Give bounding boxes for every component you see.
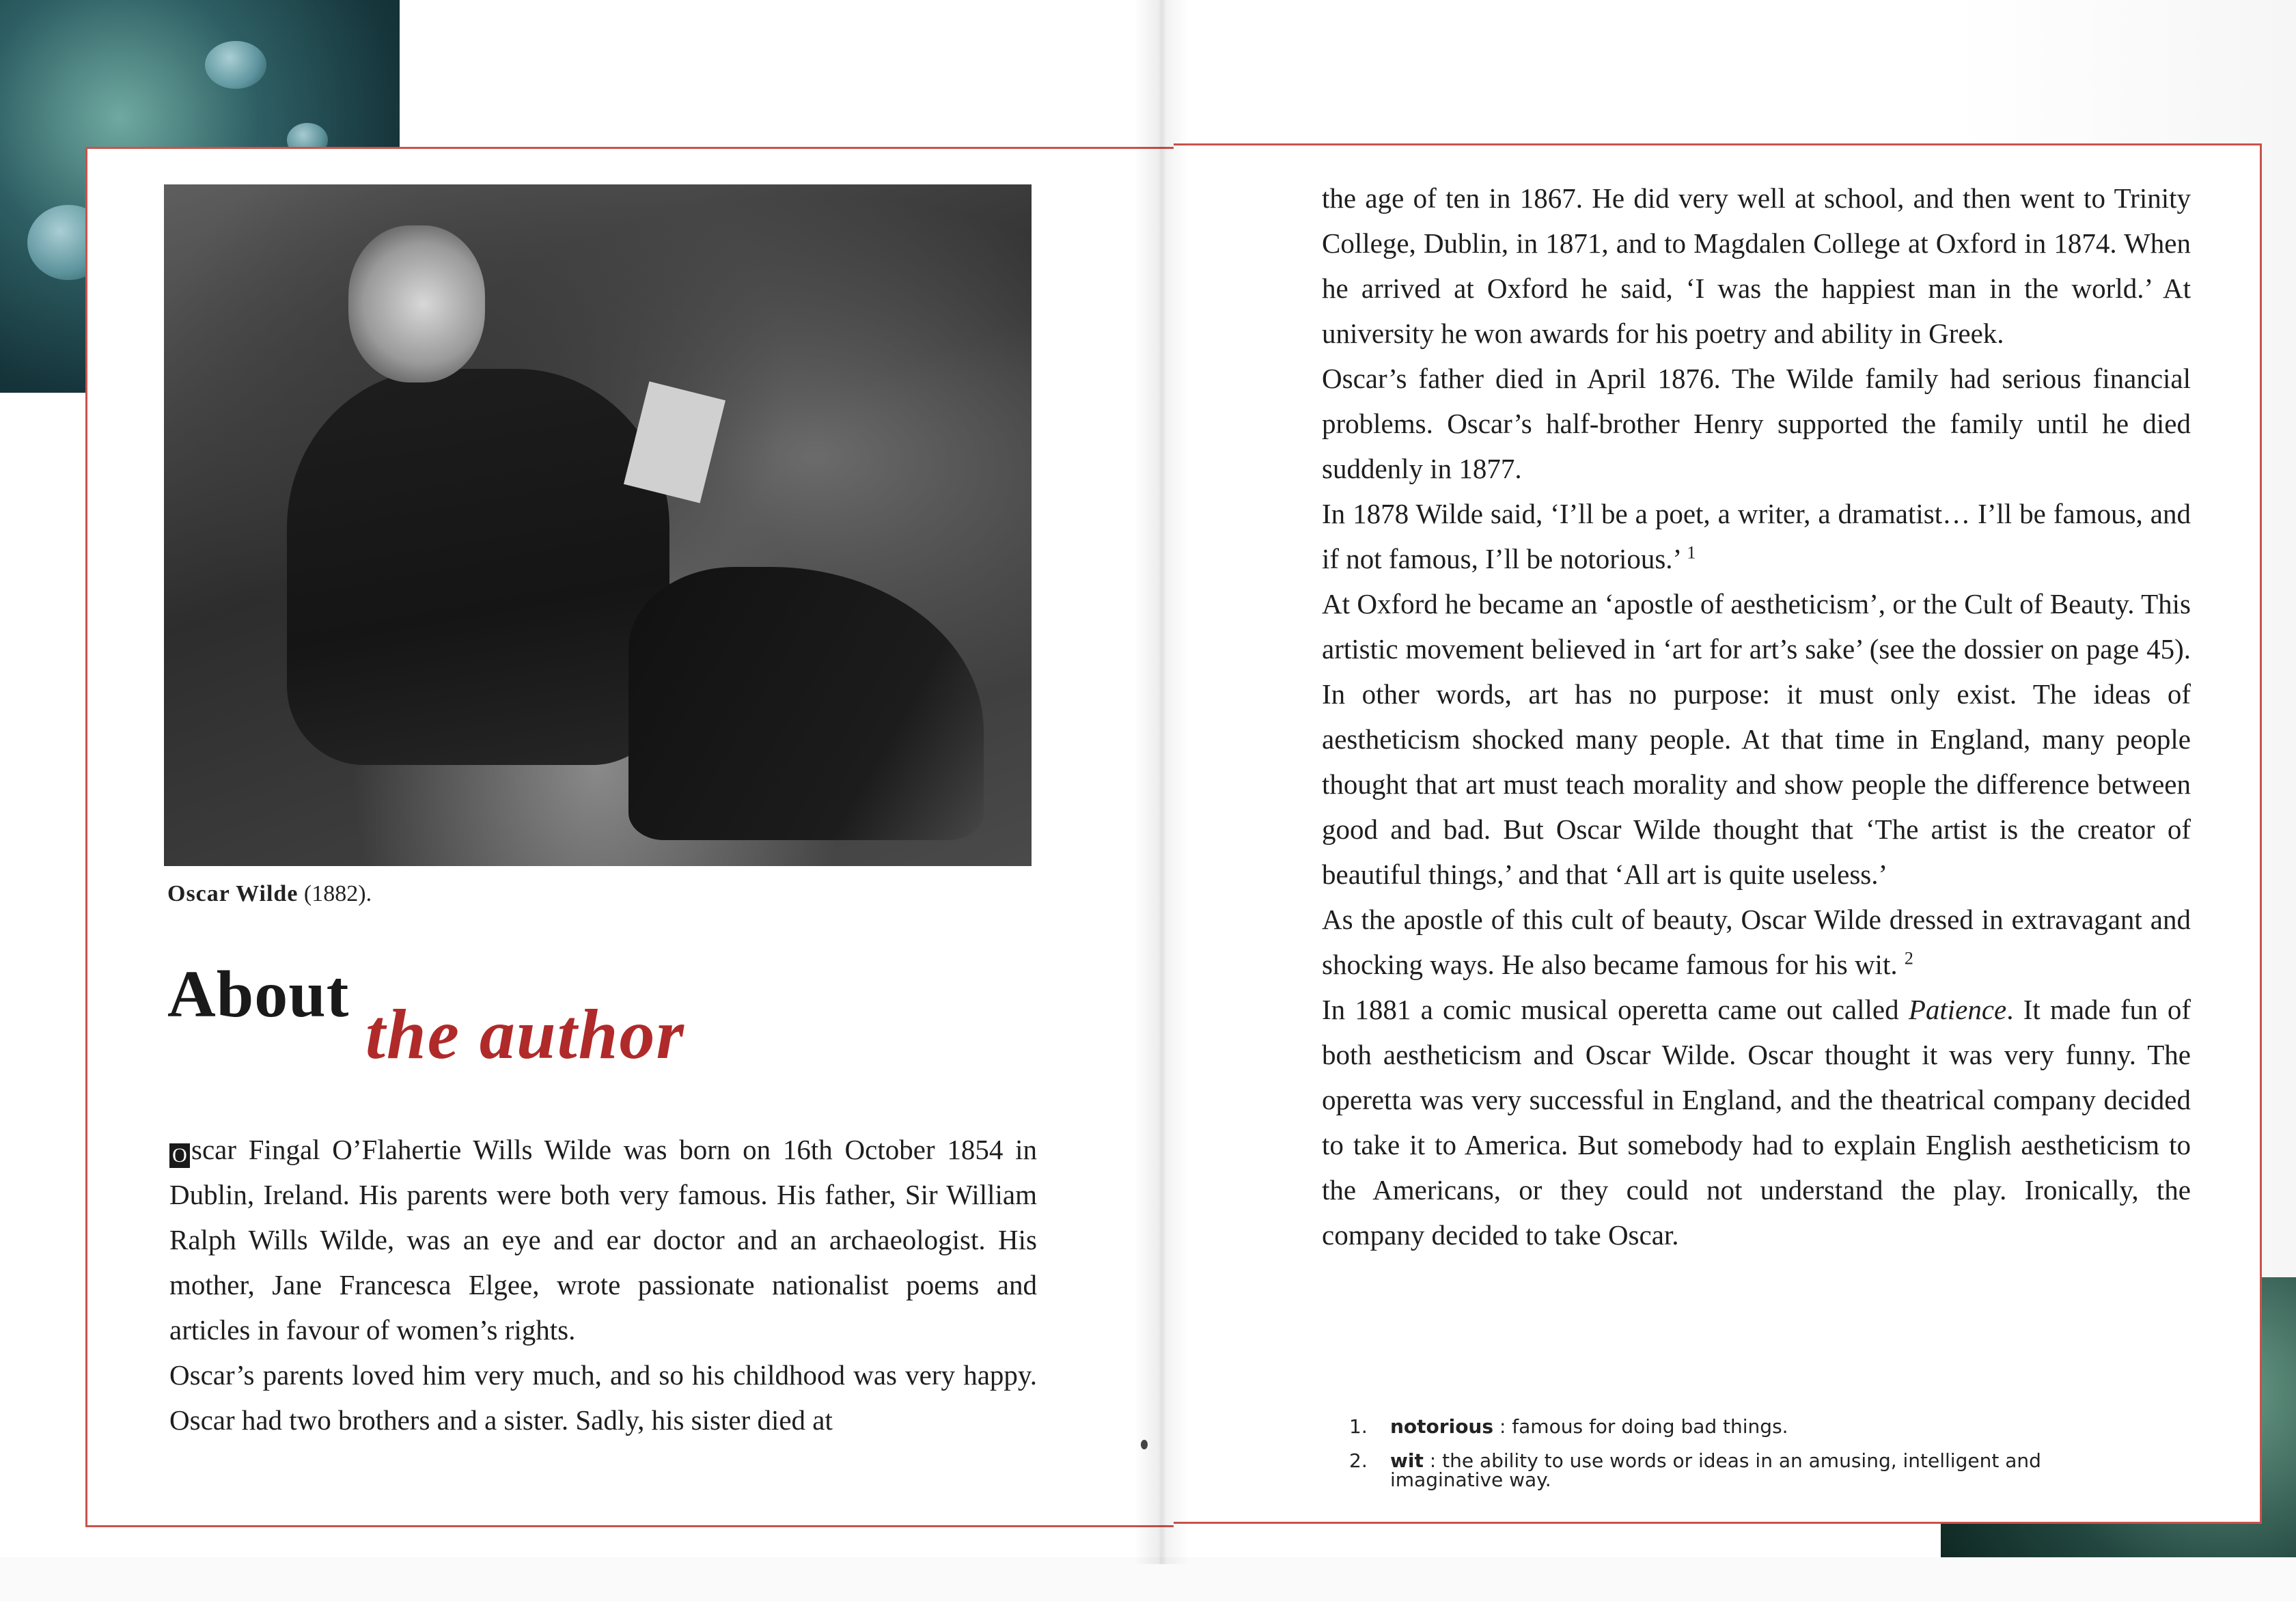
footnotes: [1349, 1417, 2155, 1505]
left-page-body: [169, 1127, 1037, 1443]
footnote-marker: 1: [1687, 542, 1696, 563]
paragraph-text: In 1881 a comic musical operetta came out called: [1322, 994, 1899, 1025]
footnote-marker: 2: [1904, 948, 1913, 969]
paragraph: [169, 1127, 1037, 1352]
paragraph: Oscar’s parents loved him very much, and so his childhood was very happy. Oscar had two brothers and a sister. Sadly, his sister died at: [169, 1359, 1037, 1436]
footnote-item: [1349, 1417, 2155, 1436]
paragraph: [1322, 356, 2191, 491]
footnote-definition: : famous for doing bad things.: [1493, 1415, 1788, 1438]
paragraph: [1322, 987, 2191, 1257]
paragraph-text: In 1878 Wilde said, ‘I’ll be a poet, a writer, a dramatist… I’ll be famous, and if not famous, I’ll be notorious.’: [1322, 498, 2191, 574]
right-page-body: [1322, 176, 2191, 1257]
footnote-definition: : the ability to use words or ideas in an amusing, intelligent and imaginative way.: [1390, 1449, 2041, 1491]
title-the-author: the author: [365, 995, 685, 1074]
author-portrait-photo: [164, 184, 1032, 866]
drop-cap: O: [169, 1143, 190, 1168]
footnote-number: 2.: [1349, 1449, 1368, 1472]
paragraph: the age of ten in 1867. He did very well at school, and then went to Trinity College, Dublin, in 1871, and to Magdalen College at Oxford in 1874. When he arrived at Oxford he said, ‘I was the happiest man in the world.’ At university he won awards for his poetry and ability in Greek.: [1322, 182, 2191, 349]
footnote-number: 1.: [1349, 1415, 1368, 1438]
paragraph-text: As the apostle of this cult of beauty, Oscar Wilde dressed in extravagant and shocking ways. He also became famous for his wit.: [1322, 904, 2191, 980]
footnote-term: notorious: [1390, 1415, 1494, 1438]
paragraph: [1322, 491, 2191, 581]
footnote-item: [1349, 1451, 2155, 1490]
photo-caption: [167, 881, 372, 907]
paragraph-text: Oscar’s father died in April 1876. The Wilde family had serious financial problems. Oscar’s half-brother Henry supported the family until he died suddenly in 1877.: [1322, 363, 2191, 484]
title-about: About: [167, 958, 350, 1031]
paragraph-text: . It made fun of both aestheticism and Oscar Wilde. Oscar thought it was very funny. The operetta was very successful in England, and the theatrical company decided to take it to America. But somebody had to explain English aestheticism to the Americans, or they could not understand the play. Ironically, the company decided to take Oscar.: [1322, 994, 2191, 1251]
paragraph-text: scar Fingal O’Flahertie Wills Wilde was born on 16th October 1854 in Dublin, Ireland. His parents were both very famous. His father, Sir William Ralph Wills Wilde, was an eye and ear doctor and an archaeologist. His mother, Jane Francesca Elgee, wrote passionate nationalist poems and articles in favour of women’s rights.: [169, 1134, 1037, 1346]
paragraph: At Oxford he became an ‘apostle of aestheticism’, or the Cult of Beauty. This artistic movement believed in ‘art for art’s sake’ (see the dossier on page 45). In other words, art has no purpose: it must only exist. The ideas of aestheticism shocked many people. At that time in England, many people thought that art must teach morality and show people the difference between good and bad. But Oscar Wilde thought that ‘The artist is the creator of beautiful things,’ and that ‘All art is quite useless.’: [1322, 588, 2191, 890]
caption-year: (1882).: [303, 881, 372, 906]
caption-name: Oscar Wilde: [167, 881, 299, 906]
footnote-term: wit: [1390, 1449, 1424, 1472]
operetta-title: Patience: [1908, 994, 2007, 1025]
paragraph: [1322, 897, 2191, 987]
print-speck: [1141, 1440, 1148, 1449]
book-spine-shadow: [1134, 0, 1189, 1564]
